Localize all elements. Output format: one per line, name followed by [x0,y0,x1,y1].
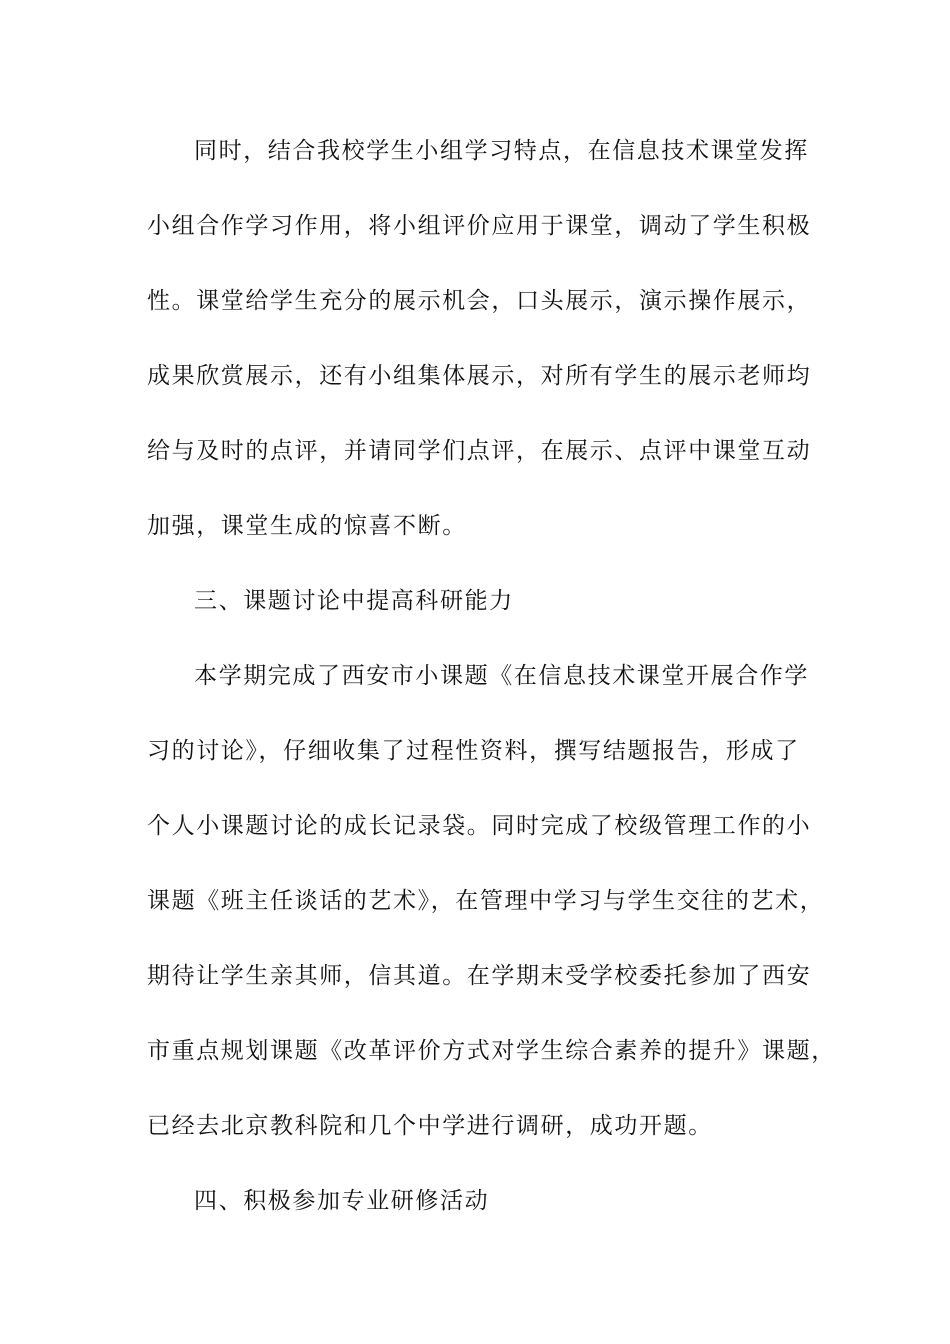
paragraph-research-projects [147,639,836,1164]
paragraph-line: 成果欣赏展示，还有小组集体展示，对所有学生的展示老师均 [147,363,812,389]
paragraph-line: 已经去北京教科院和几个中学进行调研，成功开题。 [147,1113,713,1139]
paragraph-line: 个人小课题讨论的成长记录袋。同时完成了校级管理工作的小 [147,813,812,839]
paragraph-line: 期待让学生亲其师，信其道。在学期末受学校委托参加了西安 [147,963,812,989]
paragraph-line: 本学期完成了西安市小课题《在信息技术课堂开展合作学 [194,663,809,689]
paragraph-line: 给与及时的点评，并请同学们点评，在展示、点评中课堂互动 [147,438,812,464]
document-body [147,114,836,1239]
paragraph-line: 同时，结合我校学生小组学习特点，在信息技术课堂发挥 [194,138,809,164]
paragraph-line: 市重点规划课题《改革评价方式对学生综合素养的提升》课题， [147,1038,836,1064]
paragraph-line: 小组合作学习作用，将小组评价应用于课堂，调动了学生积极 [147,213,812,239]
section-heading-3: 三、课题讨论中提高科研能力 [194,588,514,614]
paragraph-cooperative-learning [147,114,812,564]
paragraph-line: 课题《班主任谈话的艺术》，在管理中学习与学生交往的艺术， [147,888,825,914]
paragraph-line: 习的讨论》，仔细收集了过程性资料，撰写结题报告，形成了 [147,738,800,764]
section-heading-4: 四、积极参加专业研修活动 [194,1188,490,1214]
paragraph-line: 加强，课堂生成的惊喜不断。 [147,513,467,539]
paragraph-line: 性。课堂给学生充分的展示机会，口头展示，演示操作展示， [147,288,812,314]
